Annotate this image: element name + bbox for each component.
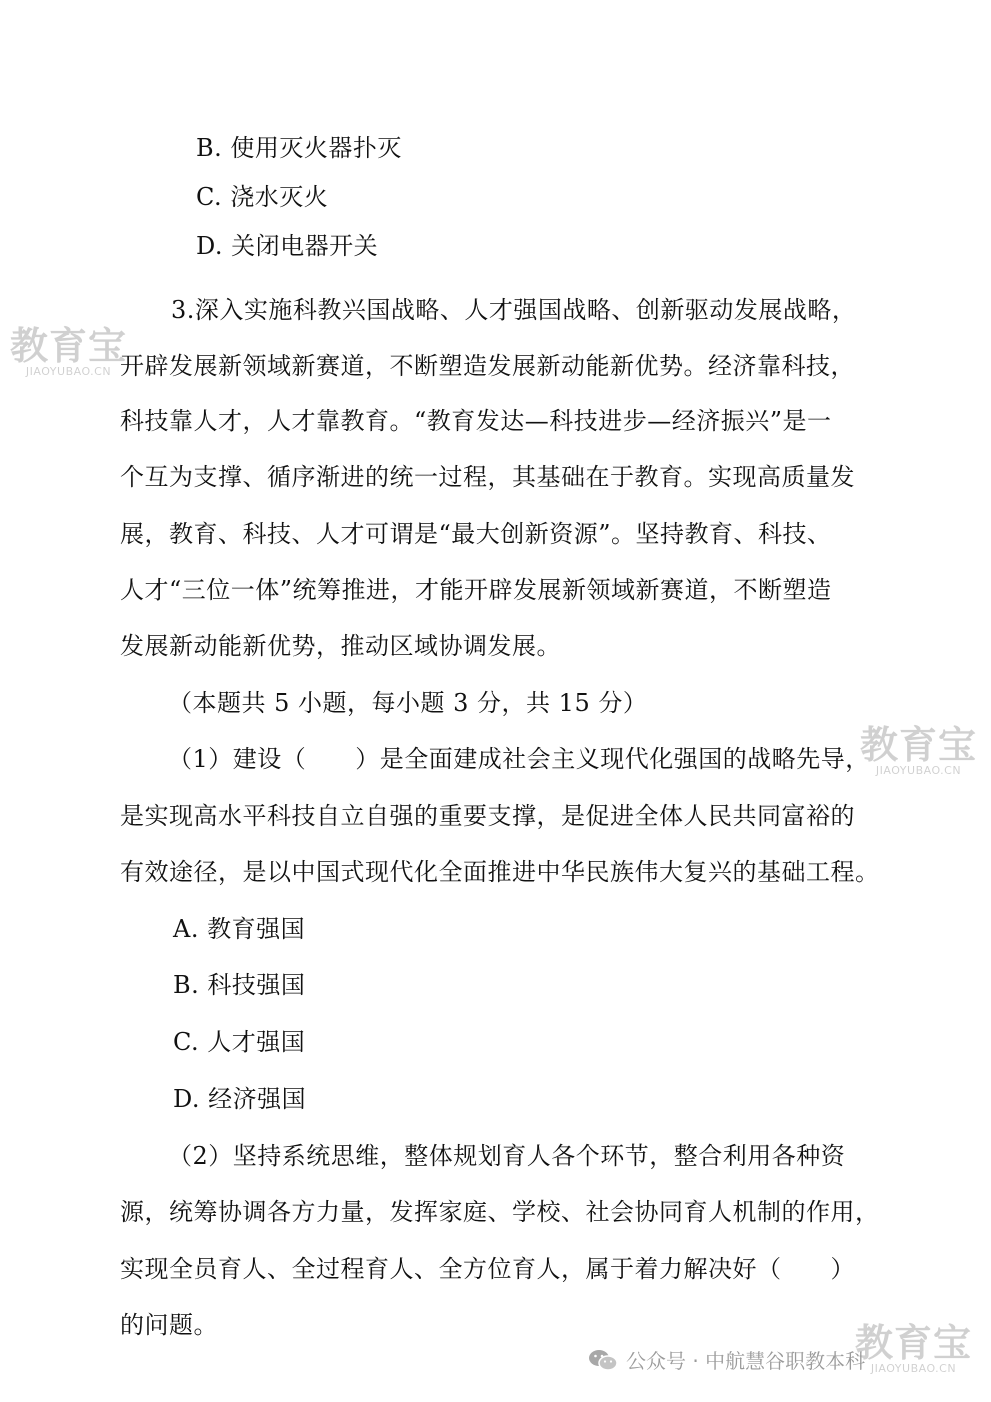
q3-line-4: 个互为支撑、循序渐进的统一过程，其基础在于教育。实现高质量发 <box>120 463 855 491</box>
q3-line-6: 人才“三位一体”统筹推进，才能开辟发展新领域新赛道，不断塑造 <box>120 576 832 604</box>
footer-account <box>588 1345 865 1374</box>
sub1-line-1: （1）建设（ ）是全面建成社会主义现代化强国的战略先导， <box>168 745 870 773</box>
watermark-url: JIAOYUBAO.CN <box>870 1362 957 1375</box>
watermark-text: 教育宝 <box>855 1321 973 1365</box>
watermark-logo <box>860 725 977 777</box>
watermark-url: JIAOYUBAO.CN <box>25 365 112 378</box>
footer-text: 公众号 · 中航慧谷职教本科 <box>626 1349 866 1373</box>
sub1-option-d: D. 经济强国 <box>173 1085 307 1113</box>
option-b: B. 使用灭火器扑灭 <box>196 134 402 162</box>
q3-line-5: 展，教育、科技、人才可谓是“最大创新资源”。坚持教育、科技、 <box>120 520 832 548</box>
q3-line-7: 发展新动能新优势，推动区域协调发展。 <box>120 632 561 660</box>
sub1-line-2: 是实现高水平科技自立自强的重要支撑，是促进全体人民共同富裕的 <box>120 802 855 830</box>
watermark-url: JIAOYUBAO.CN <box>875 764 962 777</box>
sub1-line-3: 有效途径，是以中国式现代化全面推进中华民族伟大复兴的基础工程。 <box>120 858 880 886</box>
q3-line-3: 科技靠人才，人才靠教育。“教育发达—科技进步—经济振兴”是一 <box>120 407 832 435</box>
option-c: C. 浇水灭火 <box>196 183 329 211</box>
watermark-text: 教育宝 <box>10 324 128 368</box>
sub2-line-3: 实现全员育人、全过程育人、全方位育人，属于着力解决好（ ） <box>120 1255 855 1283</box>
q3-line-1: 3.深入实施科教兴国战略、人才强国战略、创新驱动发展战略， <box>171 296 857 324</box>
sub2-line-4: 的问题。 <box>120 1311 218 1339</box>
sub1-option-c: C. 人才强国 <box>173 1028 306 1056</box>
q3-line-2: 开辟发展新领域新赛道，不断塑造发展新动能新优势。经济靠科技， <box>120 352 855 380</box>
watermark-text: 教育宝 <box>860 723 978 767</box>
watermark-logo <box>855 1323 972 1375</box>
sub2-line-1: （2）坚持系统思维，整体规划育人各个环节，整合利用各种资 <box>168 1142 846 1170</box>
sub1-option-a: A. 教育强国 <box>173 915 306 943</box>
option-d: D. 关闭电器开关 <box>196 232 379 260</box>
wechat-icon <box>588 1348 618 1372</box>
q3-score-note: （本题共 5 小题，每小题 3 分，共 15 分） <box>168 689 648 717</box>
sub2-line-2: 源，统筹协调各方力量，发挥家庭、学校、社会协同育人机制的作用， <box>120 1198 880 1226</box>
watermark-logo <box>10 326 127 378</box>
sub1-option-b: B. 科技强国 <box>173 971 306 999</box>
